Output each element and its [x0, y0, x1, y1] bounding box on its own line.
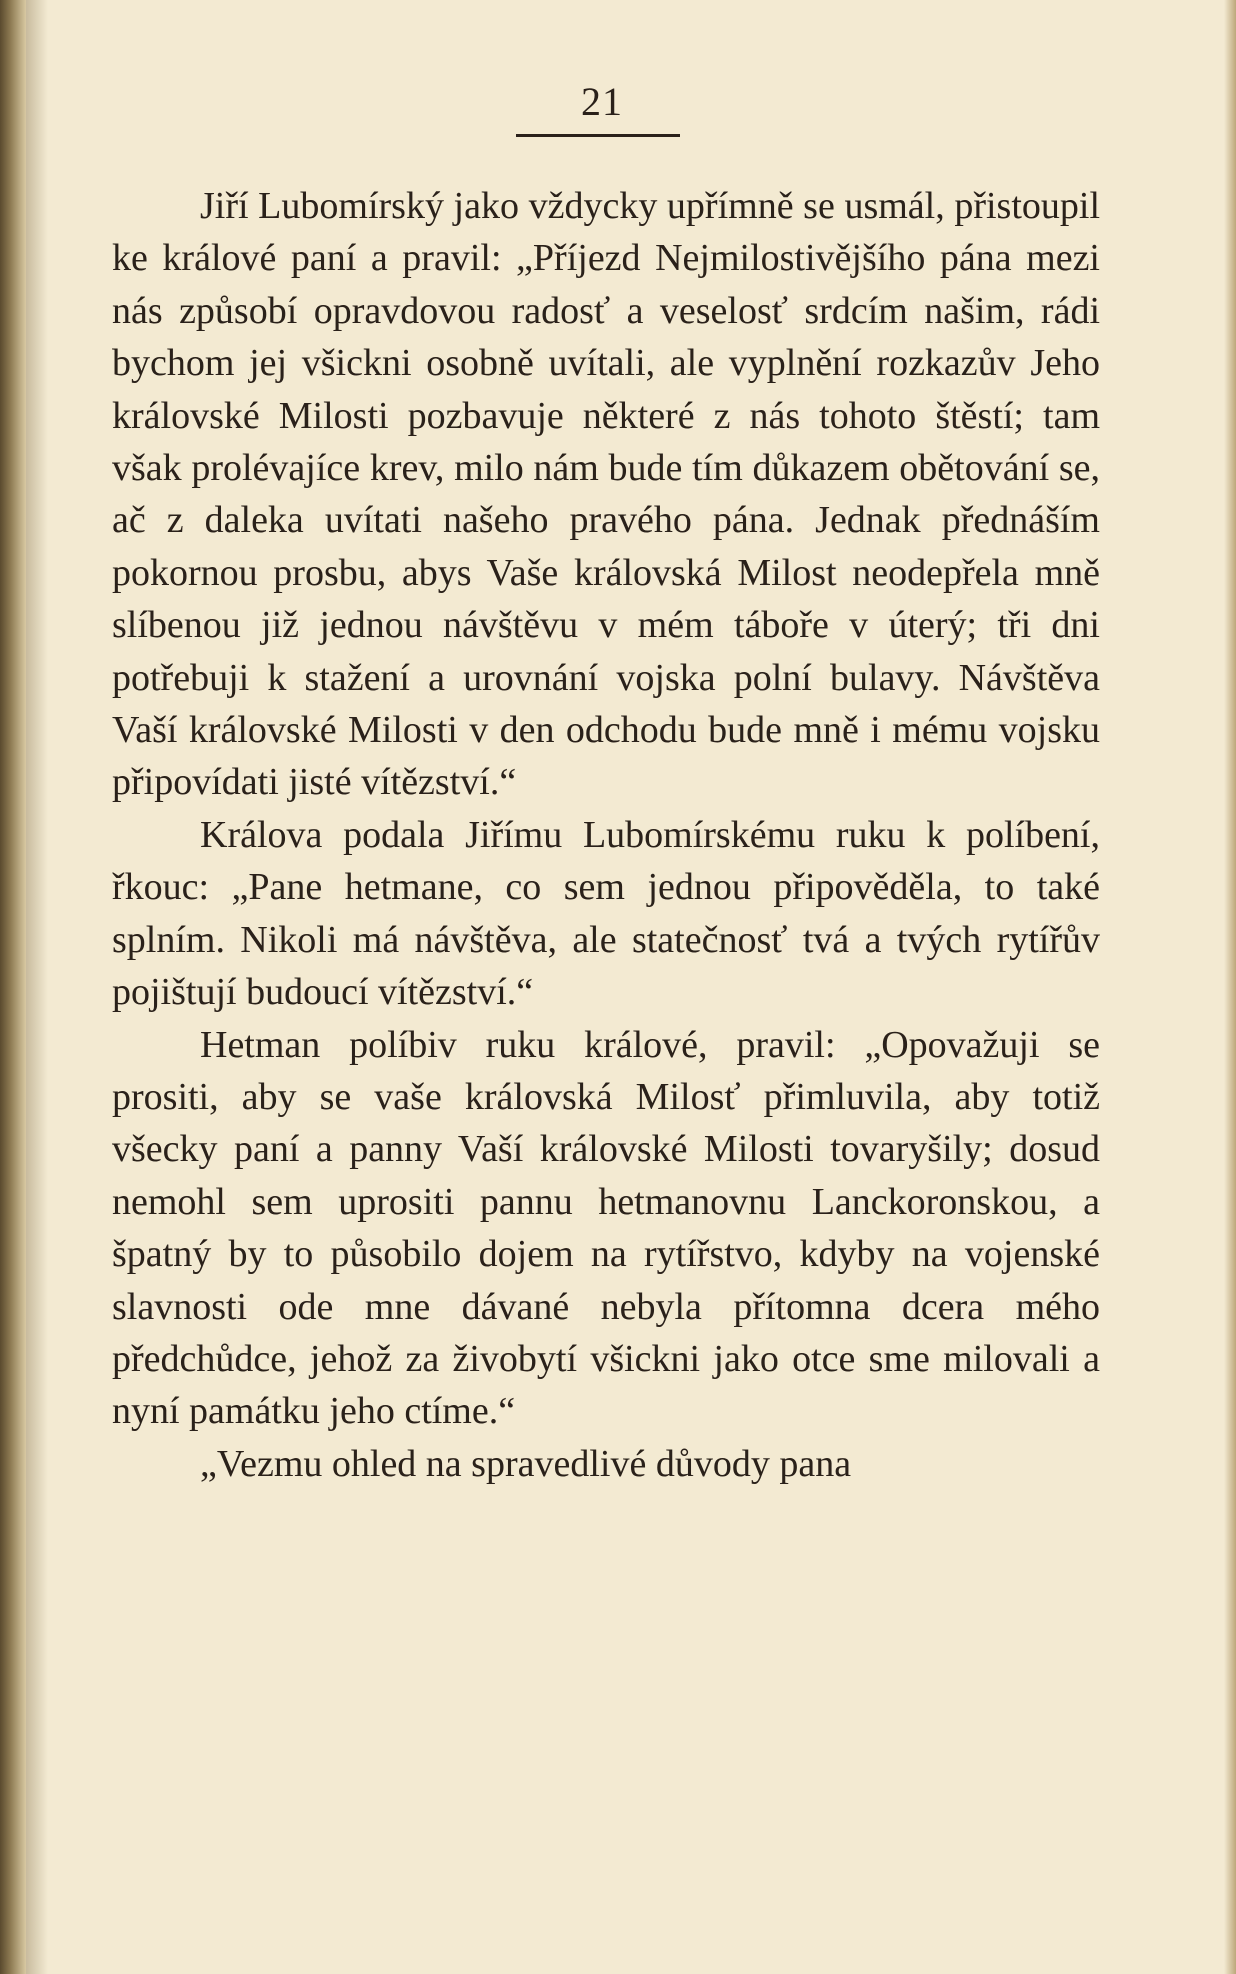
scan-gutter-shadow	[26, 0, 48, 1974]
paragraph-2: Králova podala Jiřímu Lubomírskému ruku k políbení, řkouc: „Pane hetmane, co sem jednou připověděla, to také splním. Nikoli má návštěva, ale statečnosť tvá a tvých rytířův pojištují budoucí vítězství.“	[112, 813, 1100, 1014]
scan-binding-shadow	[0, 0, 26, 1974]
paragraph-3: Hetman políbiv ruku králové, pravil: „Opovažuji se prositi, aby se vaše královská Milosť přimluvila, aby totiž všecky paní a panny Vaší královské Milosti tovaryšily; dosud nemohl sem uprositi pannu hetmanovnu Lanckoronskou, a špatný by to působilo dojem na rytířstvo, kdyby na vojenské slavnosti ode mne dávané nebyla přítomna dcera mého předchůdce, jehož za živobytí všickni jako otce sme milovali a nyní památku jeho ctíme.“	[112, 1023, 1100, 1433]
paragraph-1: Jiří Lubomírský jako vždycky upřímně se usmál, přistoupil ke králové paní a pravil: „Příjezd Nejmilostivějšího pána mezi nás způsobí opravdovou radosť a veselosť srdcím našim, rádi bychom jej všickni osobně uvítali, ale vyplnění rozkazův Jeho královské Milosti pozbavuje některé z nás tohoto štěstí; tam však prolévajíce krev, milo nám bude tím důkazem obětování se, ač z daleka uvítati našeho pravého pána. Jednak přednáším pokornou prosbu, abys Vaše královská Milost neodepřela mně slíbenou již jednou návštěvu v mém táboře v úterý; tři dni potřebuji k stažení a urovnání vojska polní bulavy. Návštěva Vaší královské Milosti v den odchodu bude mně i mému vojsku připovídati jisté vítězství.“	[112, 185, 1100, 804]
book-page	[112, 70, 1100, 1930]
paragraph-4: „Vezmu ohled na spravedlivé důvody pana	[200, 1442, 852, 1485]
page-number: 21	[581, 79, 623, 124]
header-rule	[516, 134, 680, 137]
body-text	[112, 180, 1100, 1490]
scan-page-edge	[1224, 0, 1236, 1974]
